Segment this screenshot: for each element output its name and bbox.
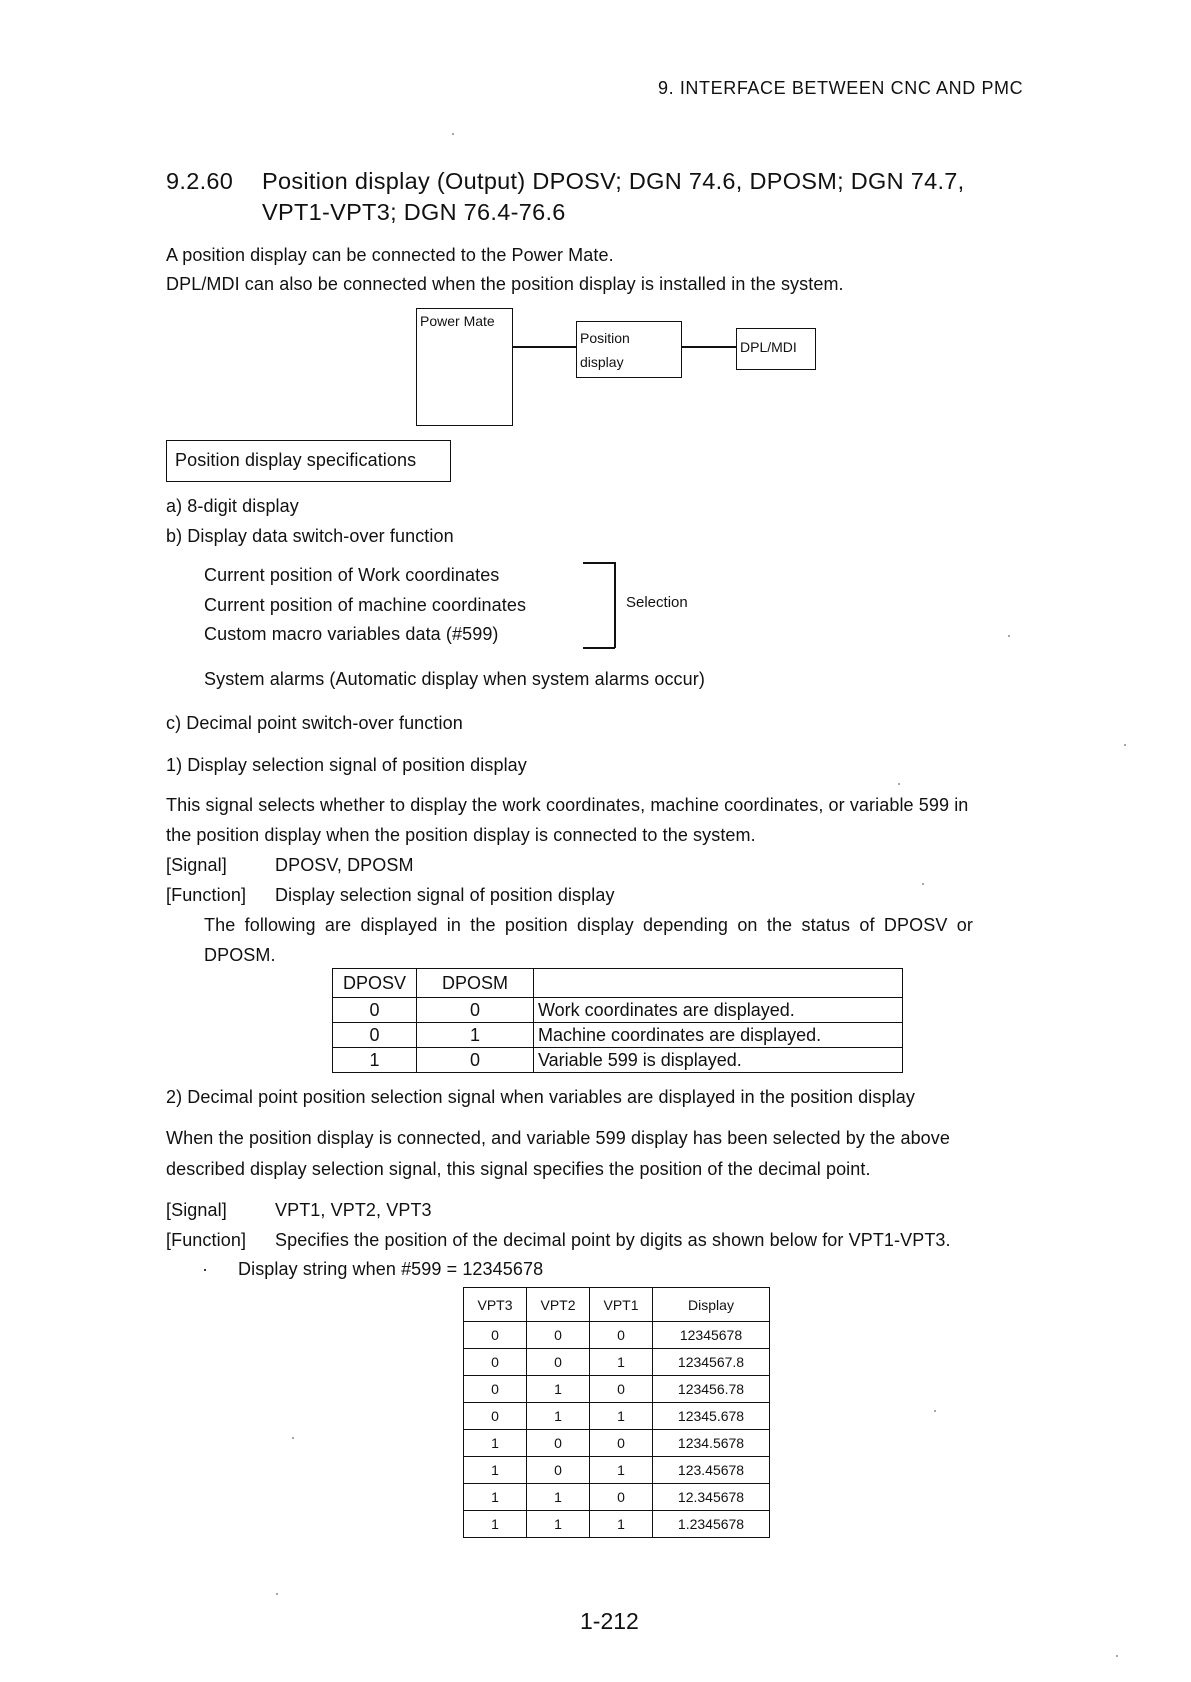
table-row xyxy=(464,1457,770,1484)
part1-heading: 1) Display selection signal of position display xyxy=(166,755,527,775)
table-row xyxy=(464,1430,770,1457)
table-row xyxy=(464,1511,770,1538)
spec-list-item: Current position of Work coordinates xyxy=(204,565,500,585)
scan-speck xyxy=(276,1593,278,1595)
table-cell: 1 xyxy=(527,1376,590,1403)
dpl-mdi-label: DPL/MDI xyxy=(740,339,797,355)
connector-line xyxy=(682,346,737,348)
table-header-row xyxy=(464,1288,770,1322)
table-row xyxy=(464,1322,770,1349)
scan-speck xyxy=(292,1437,294,1439)
table-row xyxy=(464,1403,770,1430)
table-header-cell: VPT1 xyxy=(590,1288,653,1322)
table-cell: 0 xyxy=(417,998,534,1023)
section-number: 9.2.60 xyxy=(166,168,234,194)
table-row xyxy=(333,1023,903,1048)
position-display-label-line1: Position xyxy=(580,330,630,346)
table-header-cell: Display xyxy=(653,1288,770,1322)
part1-signal-label: [Signal] xyxy=(166,855,227,875)
table-cell: 12345.678 xyxy=(653,1403,770,1430)
table-cell: 1 xyxy=(590,1349,653,1376)
table-header-cell xyxy=(534,969,903,998)
part1-signal-value: DPOSV, DPOSM xyxy=(275,855,414,875)
table-cell: 0 xyxy=(464,1376,527,1403)
table-row xyxy=(333,998,903,1023)
part1-paragraph-line1: This signal selects whether to display the work coordinates, machine coordinates, or variable 599 in xyxy=(166,795,969,815)
table-cell: 1234.5678 xyxy=(653,1430,770,1457)
intro-paragraph-1: A position display can be connected to the Power Mate. xyxy=(166,245,614,265)
part2-signal-label: [Signal] xyxy=(166,1200,227,1220)
table-header-cell: VPT3 xyxy=(464,1288,527,1322)
table-header-cell: DPOSV xyxy=(333,969,417,998)
table-cell: 0 xyxy=(590,1322,653,1349)
display-selection-table xyxy=(332,968,903,1073)
table-header-cell: VPT2 xyxy=(527,1288,590,1322)
part2-heading: 2) Decimal point position selection signal when variables are displayed in the position display xyxy=(166,1087,915,1107)
table-cell: 0 xyxy=(527,1430,590,1457)
table-cell: 0 xyxy=(333,998,417,1023)
table-cell: 0 xyxy=(527,1457,590,1484)
table-cell: 0 xyxy=(464,1403,527,1430)
position-display-label-line2: display xyxy=(580,354,624,370)
table-header-row xyxy=(333,969,903,998)
table-cell: 0 xyxy=(464,1322,527,1349)
table-cell: 1234567.8 xyxy=(653,1349,770,1376)
table-cell: 0 xyxy=(527,1322,590,1349)
system-alarms-text: System alarms (Automatic display when system alarms occur) xyxy=(204,669,705,689)
table-cell: Machine coordinates are displayed. xyxy=(534,1023,903,1048)
spec-list-item: Current position of machine coordinates xyxy=(204,595,527,615)
table-cell: 1 xyxy=(464,1511,527,1538)
table-cell: 12345678 xyxy=(653,1322,770,1349)
part2-function-label: [Function] xyxy=(166,1230,247,1250)
table-cell: 0 xyxy=(527,1349,590,1376)
table-cell: 1 xyxy=(527,1484,590,1511)
running-head: 9. INTERFACE BETWEEN CNC AND PMC xyxy=(658,78,1024,98)
table-cell: 1 xyxy=(464,1457,527,1484)
section-title-line2: VPT1-VPT3; DGN 76.4-76.6 xyxy=(262,199,566,225)
table-cell: 1 xyxy=(527,1511,590,1538)
part1-note-line2: DPOSM. xyxy=(204,945,276,965)
scan-speck xyxy=(1008,635,1010,637)
part1-paragraph-line2: the position display when the position display is connected to the system. xyxy=(166,825,756,845)
scan-speck xyxy=(1124,744,1126,746)
table-cell: 12.345678 xyxy=(653,1484,770,1511)
decimal-point-table xyxy=(463,1287,770,1538)
part1-note-line1: The following are displayed in the position display depending on the status of DPOSV or xyxy=(204,915,973,935)
table-cell: 1 xyxy=(590,1457,653,1484)
scan-speck xyxy=(452,133,454,135)
connector-line xyxy=(513,346,576,348)
position-display-box xyxy=(576,321,682,378)
intro-paragraph-2: DPL/MDI can also be connected when the position display is installed in the system. xyxy=(166,274,844,294)
spec-heading: Position display specifications xyxy=(175,450,417,470)
part2-signal-value: VPT1, VPT2, VPT3 xyxy=(275,1200,432,1220)
table-cell: 1 xyxy=(590,1511,653,1538)
selection-label: Selection xyxy=(626,594,688,611)
power-mate-box xyxy=(416,308,513,426)
table-cell: 1 xyxy=(417,1023,534,1048)
table-row xyxy=(464,1376,770,1403)
table-header-cell: DPOSM xyxy=(417,969,534,998)
table-cell: 1 xyxy=(464,1484,527,1511)
table-cell: 0 xyxy=(333,1023,417,1048)
dpl-mdi-box xyxy=(736,328,816,370)
part2-paragraph-line1: When the position display is connected, and variable 599 display has been selected by the above xyxy=(166,1128,951,1148)
table-cell: 0 xyxy=(464,1349,527,1376)
spec-item-b: b) Display data switch-over function xyxy=(166,526,454,546)
table-row xyxy=(333,1048,903,1073)
table-cell: 123456.78 xyxy=(653,1376,770,1403)
display-string-text: Display string when #599 = 12345678 xyxy=(238,1259,544,1279)
bullet: · xyxy=(202,1259,209,1279)
table-cell: 123.45678 xyxy=(653,1457,770,1484)
table-cell: 1 xyxy=(527,1403,590,1430)
table-cell: 1 xyxy=(464,1430,527,1457)
table-cell: 0 xyxy=(590,1376,653,1403)
scan-speck xyxy=(922,883,924,885)
table-row xyxy=(464,1484,770,1511)
table-row xyxy=(464,1349,770,1376)
table-cell: 1.2345678 xyxy=(653,1511,770,1538)
spec-list-item: Custom macro variables data (#599) xyxy=(204,624,499,644)
scan-speck xyxy=(1116,1655,1118,1657)
table-cell: 1 xyxy=(333,1048,417,1073)
part2-paragraph-line2: described display selection signal, this signal specifies the position of the decimal point. xyxy=(166,1159,871,1179)
table-cell: 0 xyxy=(590,1484,653,1511)
table-cell: 0 xyxy=(417,1048,534,1073)
part1-function-label: [Function] xyxy=(166,885,247,905)
power-mate-label: Power Mate xyxy=(420,313,495,329)
scan-speck xyxy=(898,783,900,785)
page-number: 1-212 xyxy=(580,1608,639,1634)
table-cell: Work coordinates are displayed. xyxy=(534,998,903,1023)
table-cell: 0 xyxy=(590,1430,653,1457)
spec-item-c: c) Decimal point switch-over function xyxy=(166,713,463,733)
table-cell: 1 xyxy=(590,1403,653,1430)
part2-function-value: Specifies the position of the decimal point by digits as shown below for VPT1-VPT3. xyxy=(275,1230,951,1250)
part1-function-value: Display selection signal of position display xyxy=(275,885,615,905)
spec-heading-box xyxy=(166,440,451,482)
section-title-line1: Position display (Output) DPOSV; DGN 74.6, DPOSM; DGN 74.7, xyxy=(262,168,965,194)
scan-speck xyxy=(934,1410,936,1412)
spec-item-a: a) 8-digit display xyxy=(166,496,299,516)
table-cell: Variable 599 is displayed. xyxy=(534,1048,903,1073)
